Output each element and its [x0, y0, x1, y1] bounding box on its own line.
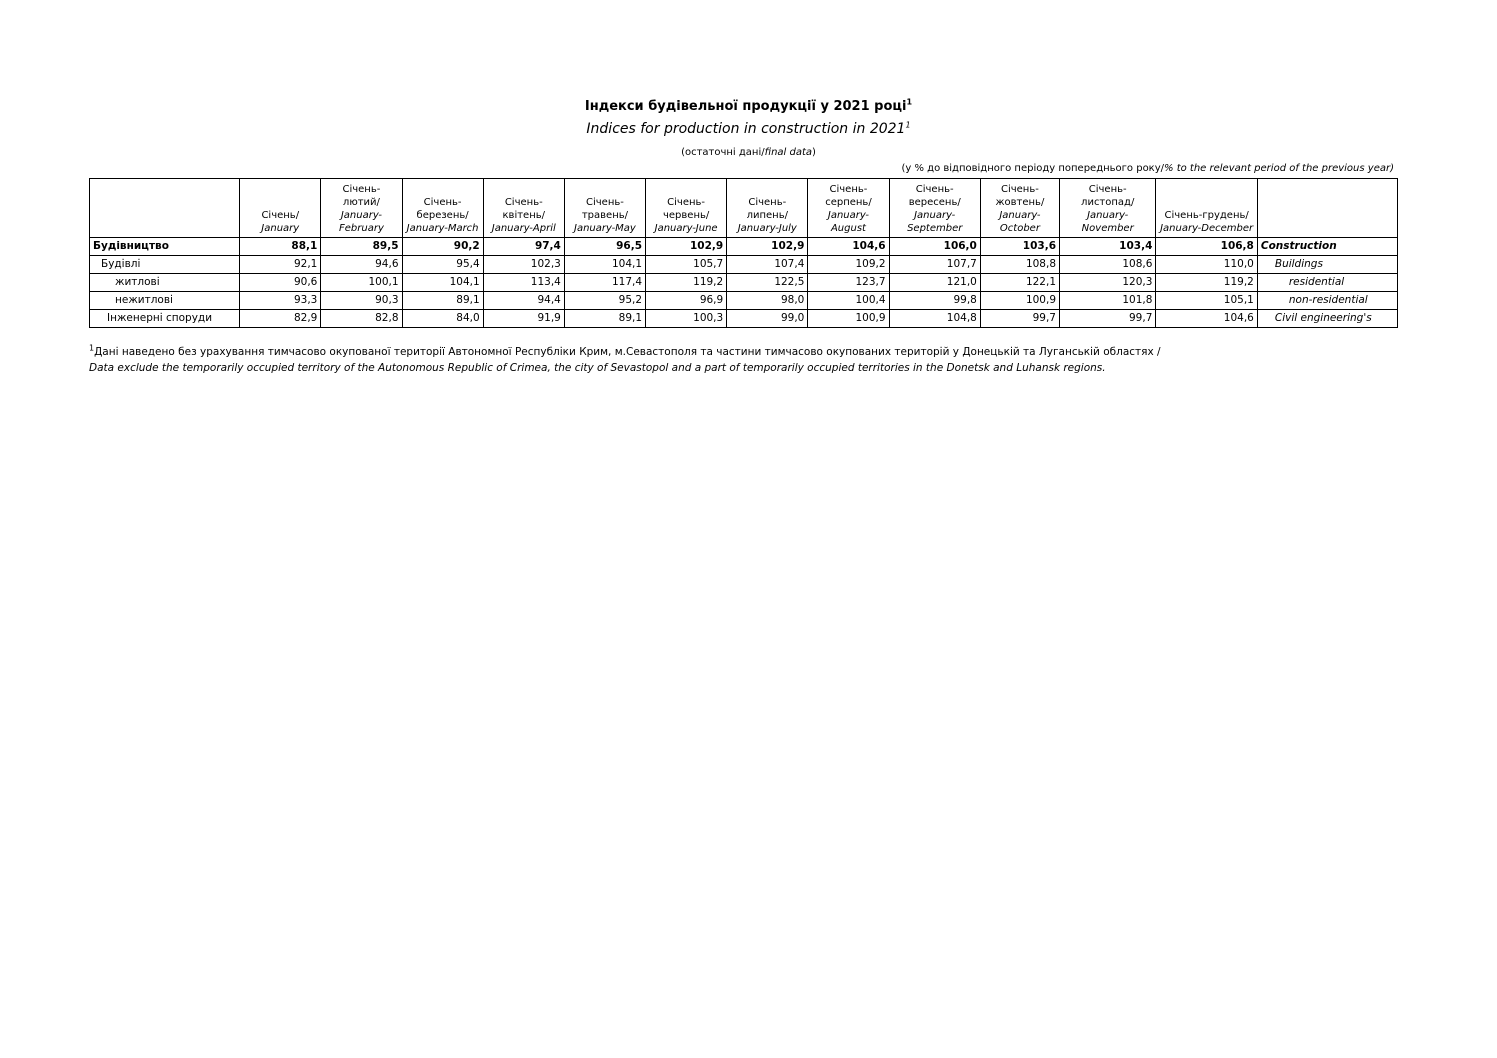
value-cell: 104,6	[808, 238, 889, 256]
row-label: житлові	[90, 274, 240, 292]
value-cell: 92,1	[240, 256, 321, 274]
table-header-row	[90, 179, 1398, 238]
row-label: Будівництво	[90, 238, 240, 256]
table-row	[90, 310, 1398, 328]
column-header: Січень-лютий/ January-February	[321, 179, 402, 238]
column-header: Січень-квітень/ January-April	[483, 179, 564, 238]
value-cell: 84,0	[402, 310, 483, 328]
value-cell: 113,4	[483, 274, 564, 292]
column-header: Січень-березень/ January-March	[402, 179, 483, 238]
value-cell: 105,7	[646, 256, 727, 274]
value-cell: 102,9	[646, 238, 727, 256]
final-note-en: final data	[764, 147, 813, 158]
value-cell: 100,9	[808, 310, 889, 328]
column-header: Січень-червень/ January-June	[646, 179, 727, 238]
value-cell: 103,4	[1060, 238, 1156, 256]
value-cell: 107,4	[727, 256, 808, 274]
value-cell: 90,6	[240, 274, 321, 292]
value-cell: 91,9	[483, 310, 564, 328]
value-cell: 102,9	[727, 238, 808, 256]
footnote-mark: 1	[89, 343, 95, 353]
value-cell: 107,7	[889, 256, 980, 274]
footnote-en: Data exclude the temporarily occupied territory of the Autonomous Republic of Crimea, the city of Sevastopol and a part of temporarily occupied territories in the Donetsk and Luhansk regions.	[89, 362, 1106, 374]
column-header: Січень-травень/ January-May	[564, 179, 645, 238]
value-cell: 100,1	[321, 274, 402, 292]
value-cell: 94,6	[321, 256, 402, 274]
column-header: Січень-жовтень/ January-October	[980, 179, 1059, 238]
value-cell: 104,1	[402, 274, 483, 292]
value-cell: 104,8	[889, 310, 980, 328]
value-cell: 106,0	[889, 238, 980, 256]
unit-note-en: % to the relevant period of the previous year)	[1164, 163, 1394, 174]
value-cell: 90,3	[321, 292, 402, 310]
value-cell: 90,2	[402, 238, 483, 256]
value-cell: 119,2	[646, 274, 727, 292]
title-text: Індекси будівельної продукції у 2021 році	[584, 99, 907, 114]
value-cell: 98,0	[727, 292, 808, 310]
value-cell: 104,1	[564, 256, 645, 274]
row-label: Будівлі	[90, 256, 240, 274]
value-cell: 97,4	[483, 238, 564, 256]
column-header: Січень-вересень/ January-September	[889, 179, 980, 238]
footnote-ua	[89, 343, 1161, 358]
value-cell: 95,4	[402, 256, 483, 274]
row-label-en: residential	[1257, 274, 1397, 292]
title-footnote-mark: 1	[906, 97, 913, 107]
page-title	[0, 99, 1497, 114]
column-header: Січень/ January	[240, 179, 321, 238]
column-header: Січень-липень/ January-July	[727, 179, 808, 238]
unit-note-ua: (у % до відповідного періоду попереднього року/	[901, 163, 1165, 174]
value-cell: 96,9	[646, 292, 727, 310]
column-header: Січень-грудень/ January-December	[1156, 179, 1257, 238]
table-row	[90, 292, 1398, 310]
final-data-note	[0, 147, 1497, 158]
row-label-en: non-residential	[1257, 292, 1397, 310]
column-header: Січень-серпень/ January-August	[808, 179, 889, 238]
value-cell: 104,6	[1156, 310, 1257, 328]
value-cell: 82,9	[240, 310, 321, 328]
value-cell: 117,4	[564, 274, 645, 292]
value-cell: 93,3	[240, 292, 321, 310]
value-cell: 82,8	[321, 310, 402, 328]
value-cell: 99,0	[727, 310, 808, 328]
unit-note	[901, 163, 1394, 174]
column-header: Січень-листопад/ January-November	[1060, 179, 1156, 238]
value-cell: 122,5	[727, 274, 808, 292]
header-corner	[90, 179, 240, 238]
value-cell: 121,0	[889, 274, 980, 292]
header-blank	[1257, 179, 1397, 238]
page-subtitle	[0, 121, 1497, 137]
value-cell: 99,8	[889, 292, 980, 310]
footnote-ua-text: Дані наведено без урахування тимчасово окупованої території Автономної Республіки Крим, м.Севастополя та частини тимчасово окупованих територій у Донецькій та Луганській областях /	[94, 346, 1161, 358]
value-cell: 122,1	[980, 274, 1059, 292]
value-cell: 102,3	[483, 256, 564, 274]
value-cell: 95,2	[564, 292, 645, 310]
row-label-en: Construction	[1257, 238, 1397, 256]
value-cell: 89,1	[564, 310, 645, 328]
indices-table	[89, 178, 1398, 328]
value-cell: 106,8	[1156, 238, 1257, 256]
value-cell: 94,4	[483, 292, 564, 310]
final-note-ua: (остаточні дані/	[681, 147, 765, 158]
value-cell: 96,5	[564, 238, 645, 256]
value-cell: 100,9	[980, 292, 1059, 310]
value-cell: 109,2	[808, 256, 889, 274]
value-cell: 100,3	[646, 310, 727, 328]
final-note-close: )	[812, 147, 816, 158]
row-label: нежитлові	[90, 292, 240, 310]
value-cell: 100,4	[808, 292, 889, 310]
value-cell: 99,7	[1060, 310, 1156, 328]
subtitle-text: Indices for production in construction in 2021	[586, 121, 906, 137]
row-label-en: Civil engineering's	[1257, 310, 1397, 328]
value-cell: 89,1	[402, 292, 483, 310]
table-row	[90, 238, 1398, 256]
row-label: Інженерні споруди	[90, 310, 240, 328]
row-label-en: Buildings	[1257, 256, 1397, 274]
table-row	[90, 274, 1398, 292]
value-cell: 108,6	[1060, 256, 1156, 274]
value-cell: 110,0	[1156, 256, 1257, 274]
value-cell: 120,3	[1060, 274, 1156, 292]
value-cell: 101,8	[1060, 292, 1156, 310]
value-cell: 103,6	[980, 238, 1059, 256]
value-cell: 88,1	[240, 238, 321, 256]
value-cell: 89,5	[321, 238, 402, 256]
value-cell: 99,7	[980, 310, 1059, 328]
value-cell: 108,8	[980, 256, 1059, 274]
value-cell: 105,1	[1156, 292, 1257, 310]
subtitle-footnote-mark: 1	[905, 120, 911, 130]
value-cell: 123,7	[808, 274, 889, 292]
value-cell: 119,2	[1156, 274, 1257, 292]
table-row	[90, 256, 1398, 274]
